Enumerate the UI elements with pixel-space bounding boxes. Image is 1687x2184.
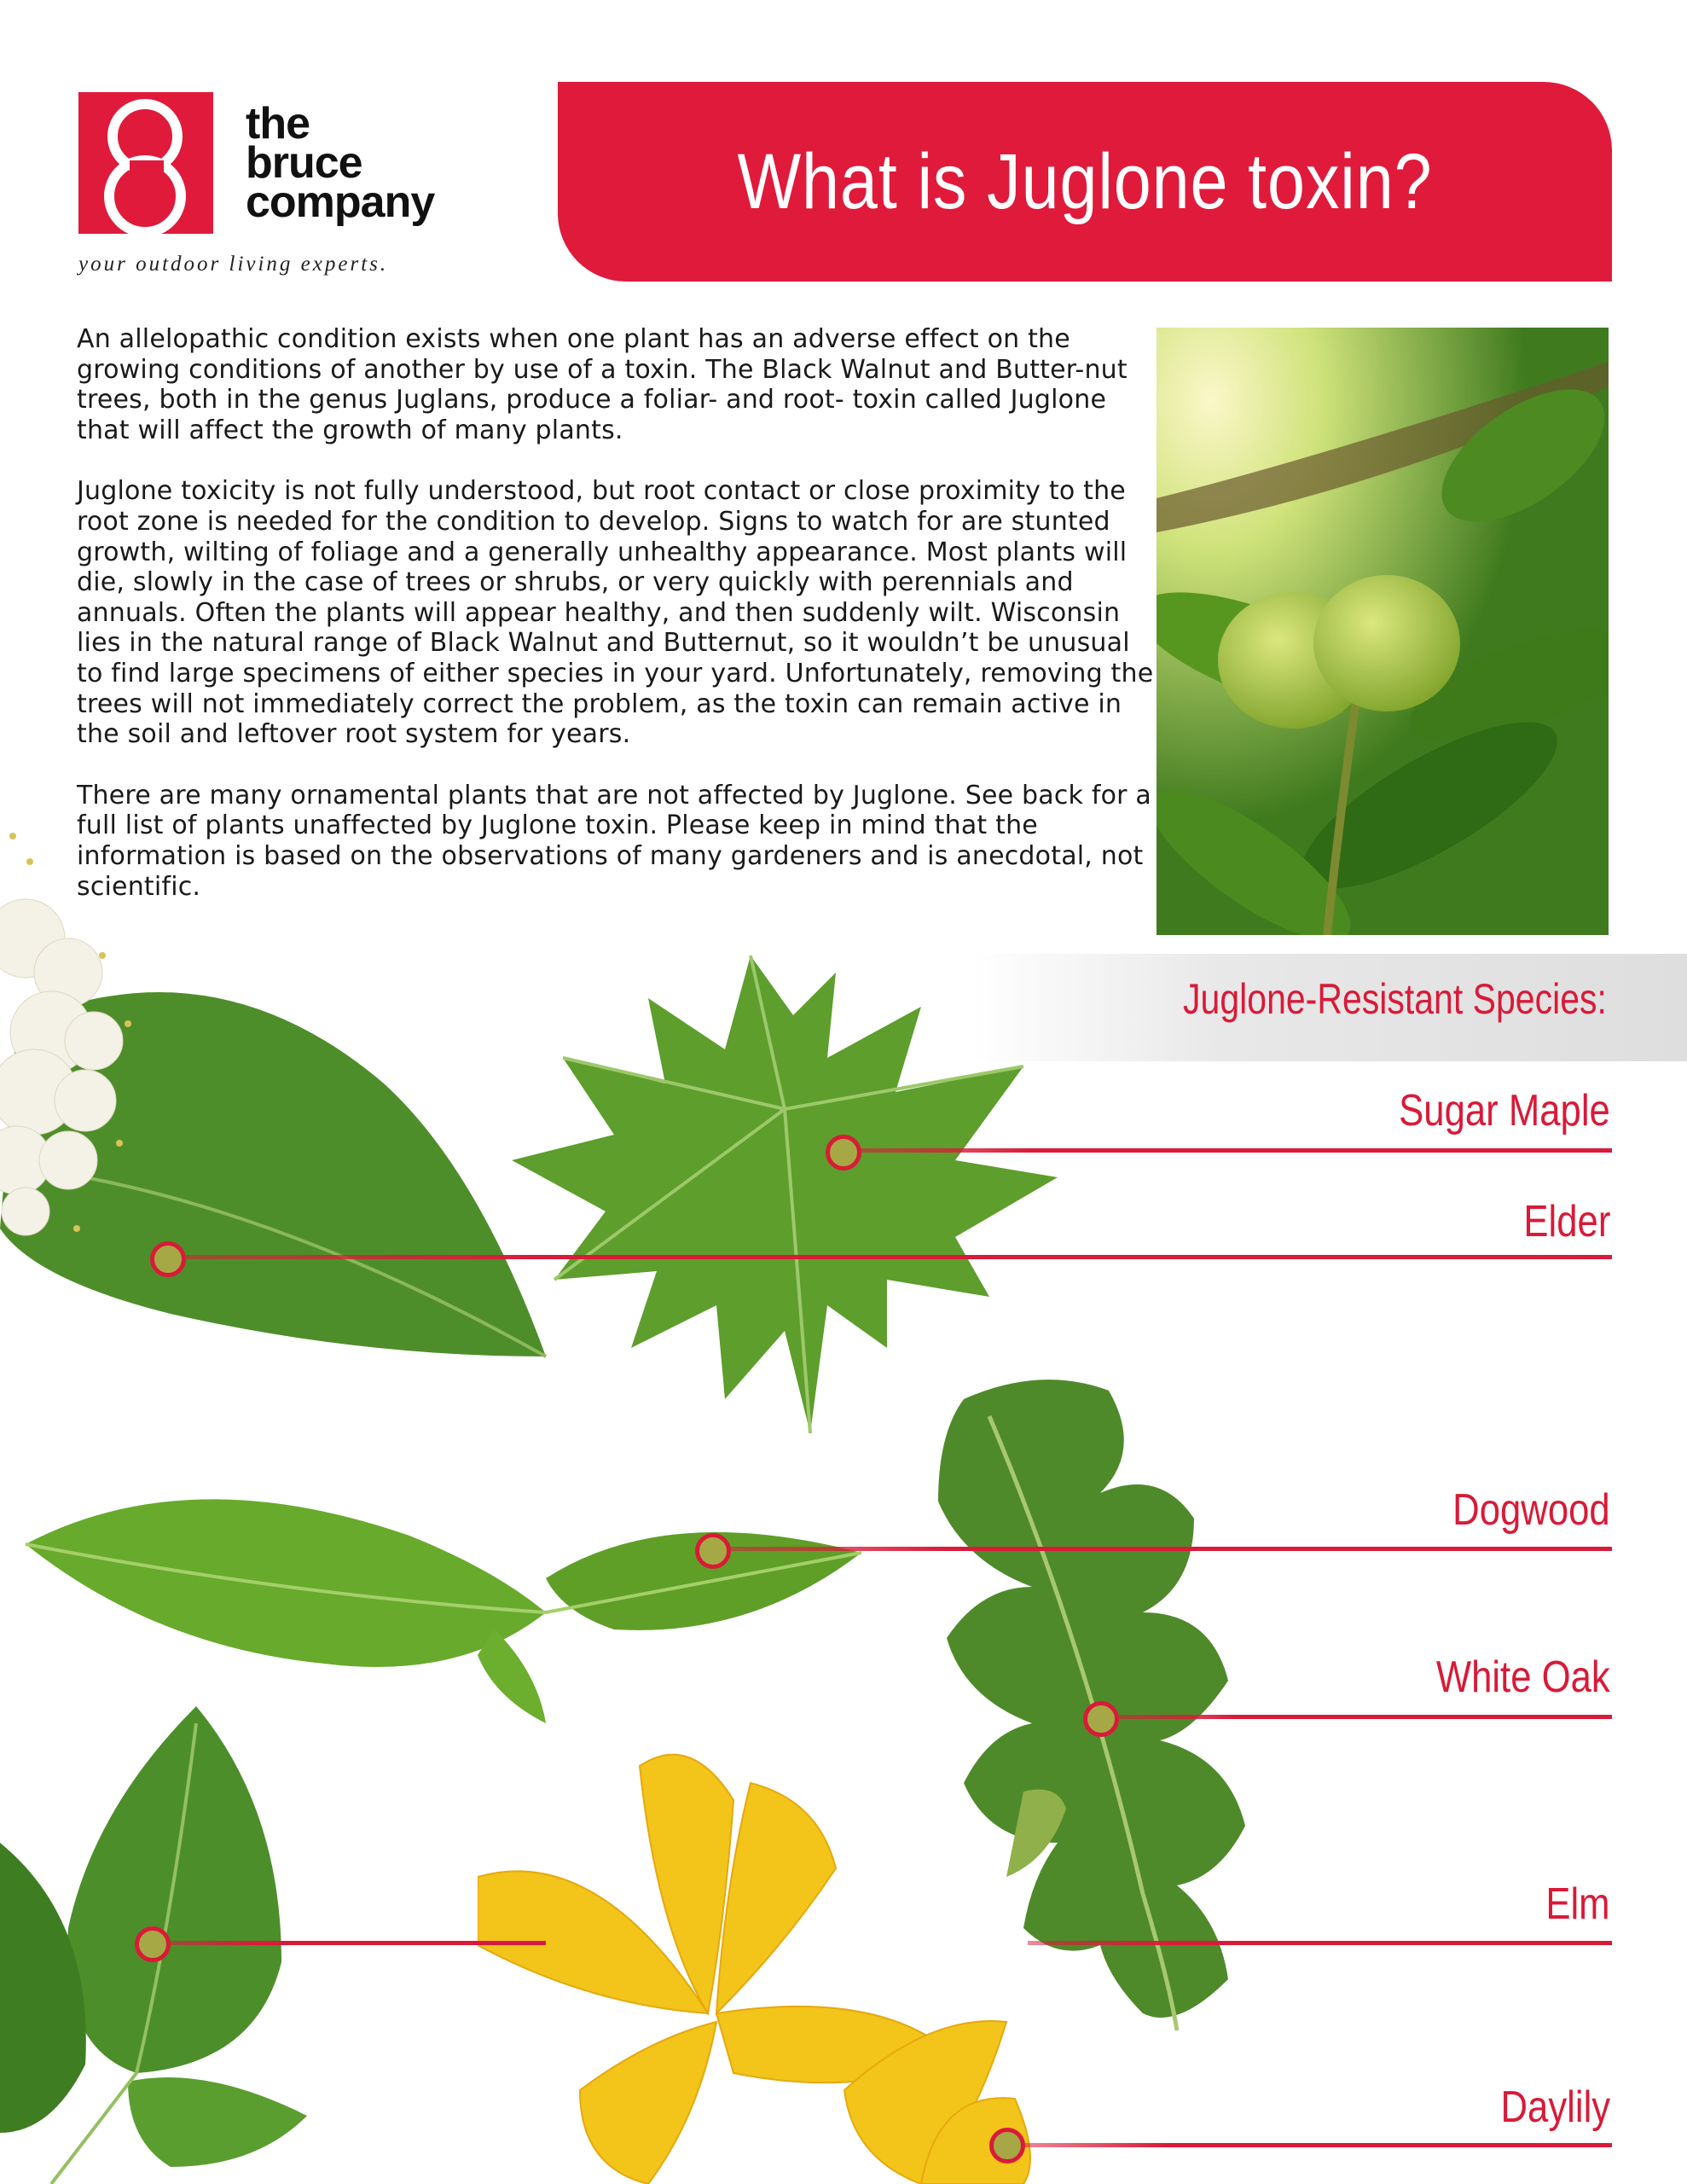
species-label-elm: Elm (1545, 1879, 1610, 1929)
species-label-elder: Elder (1523, 1197, 1610, 1246)
species-label-sugar-maple: Sugar Maple (1399, 1086, 1610, 1136)
brand-tagline: your outdoor living experts. (78, 253, 389, 276)
species-label-daylily: Daylily (1500, 2082, 1610, 2132)
paragraph: An allelopathic condition exists when one plant has an adverse effect on the growing conditions of another by use of a toxin. The Black Walnut and Butter-nut trees, both in the genus Juglans, produce a foliar- and root- toxin called Juglone that will affect the growth of many plants. (77, 324, 1128, 445)
bruce-company-logo-icon (78, 92, 213, 234)
species-leader-line (167, 1255, 1612, 1259)
brand-logo (78, 92, 471, 288)
daylily-flower-icon (478, 1732, 1126, 2184)
species-leader-line (1109, 1715, 1612, 1719)
species-label-dogwood: Dogwood (1452, 1485, 1610, 1535)
species-leader-line (725, 1547, 1612, 1551)
species-header (972, 954, 1687, 1061)
brand-name (246, 99, 435, 227)
brand-name-line: company (246, 177, 435, 227)
species-leader-line (1019, 2143, 1612, 2147)
species-leader-line (162, 1941, 546, 1945)
species-leader-line (840, 1148, 1612, 1153)
walnut-photo-icon (1157, 328, 1609, 935)
leaf-marker (826, 1135, 861, 1170)
brand-name-line: bruce (246, 138, 362, 188)
leaf-marker (135, 1926, 171, 1962)
paragraph: Juglone toxicity is not fully understood, but root contact or close proximity to the root zone is needed for the condition to develop. Signs to watch for are stunted growth, wilting of foliage and a generally unhealthy appearance. Most plants will die, slowly in the case of trees or shrubs, or very quickly with perennials and annuals. Often the plants will appear healthy, and then suddenly wilt. Wisconsin lies in the natural range of Black Walnut and Butternut, so it wouldn’t be unusual to find large specimens of either species in your yard. Unfortunately, removing the trees will not immediately correct the problem, as the toxin can remain active in the soil and leftover root system for years. (77, 476, 1154, 750)
leaf-marker (695, 1533, 731, 1569)
species-heading: Juglone-Resistant Species: (1183, 975, 1607, 1023)
dogwood-leaf-icon (17, 1467, 870, 1740)
elm-leaf-icon (0, 1706, 478, 2184)
leaf-marker (150, 1241, 186, 1277)
leaf-marker (989, 2128, 1025, 2164)
title-banner (558, 82, 1612, 282)
brand-name-line: the (246, 99, 310, 148)
species-leader-line (1028, 1941, 1612, 1945)
elder-leaf-icon (0, 802, 563, 1382)
species-label-white-oak: White Oak (1436, 1653, 1610, 1702)
paragraph: There are many ornamental plants that are not affected by Juglone. See back for a full list of plants unaffected by Juglone toxin. Please keep in mind that the information is based on the observations of many gardeners and is anecdotal, not scientific. (77, 780, 1151, 902)
page-title: What is Juglone toxin? (737, 137, 1433, 225)
leaf-marker (1083, 1701, 1119, 1737)
